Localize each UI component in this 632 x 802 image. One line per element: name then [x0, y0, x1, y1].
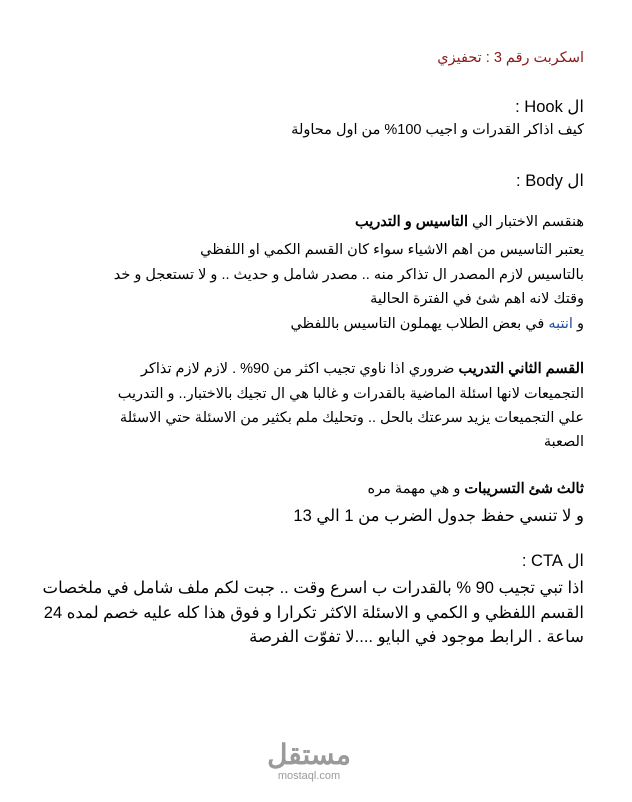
- script-title: اسكربت رقم 3 : تحفيزي: [437, 50, 584, 66]
- section1-line-3: وقتك لانه اهم شئ في الفترة الحالية: [370, 291, 584, 307]
- cta-line-2: القسم اللفظي و الكمي و الاسئلة الاكثر تكرارا و فوق هذا كله عليه خصم لمده 24: [43, 604, 584, 622]
- watermark-latin: mostaql.com: [277, 770, 341, 782]
- watermark-arabic: مستقل: [267, 739, 351, 770]
- cta-line-1: اذا تبي تجيب 90 % بالقدرات ب اسرع وقت .. جبت لكم ملف شامل في ملخصات: [42, 579, 584, 597]
- section1-line-2: بالتاسيس لازم المصدر ال تذاكر منه .. مصدر شامل و حديث .. و لا تستعجل و خد: [113, 267, 584, 283]
- section2-line-4: الصعبة: [543, 434, 584, 450]
- section1-intro-text: هنقسم الاختبار الي: [468, 214, 584, 230]
- section1-intro-bold: التاسيس و التدريب: [354, 214, 468, 230]
- section2-line-3: علي التجميعات يزيد سرعتك بالحل .. وتحليك ملم بكثير من الاسئلة حتي الاسئلة: [119, 410, 584, 426]
- cta-line-3: ساعة . الرابط موجود في البايو ....لا تفوّت الفرصة: [249, 628, 584, 646]
- mostaql-watermark: [259, 740, 359, 782]
- section3-line-1: [368, 479, 584, 499]
- section1-line-1: يعتبر التاسيس من اهم الاشياء سواء كان القسم الكمي او اللفظي: [200, 242, 584, 258]
- section3-line-1-rest: و هي مهمة مره: [367, 481, 465, 497]
- hook-text: كيف اذاكر القدرات و اجيب 100% من اول محاولة: [291, 122, 584, 138]
- body-heading: ال Body :: [516, 172, 584, 190]
- section1-line-4-pre: و: [572, 316, 584, 332]
- section2-line-1-rest: ضروري اذا ناوي تجيب اكثر من 90% . لازم لازم تذاكر: [140, 361, 459, 377]
- cta-heading: ال CTA :: [521, 552, 584, 570]
- section1-line-4-post: في بعض الطلاب يهملون التاسيس باللفظي: [290, 316, 549, 332]
- section1-line-4: [290, 314, 584, 334]
- hook-heading: ال Hook :: [515, 98, 584, 116]
- section2-line-2: التجميعات لانها اسئلة الماضية بالقدرات و غالبا هي ال تجيك بالاختبار.. و التدريب: [117, 386, 584, 402]
- section1-intro: [355, 212, 584, 232]
- section2-heading: القسم الثاني التدريب: [458, 361, 584, 377]
- section2-line-1: [48, 359, 584, 379]
- section3-heading: ثالث شئ التسريبات: [464, 481, 584, 497]
- attention-word: انتبه: [548, 316, 573, 332]
- section3-line-2: و لا تنسي حفظ جدول الضرب من 1 الي 13: [293, 507, 584, 525]
